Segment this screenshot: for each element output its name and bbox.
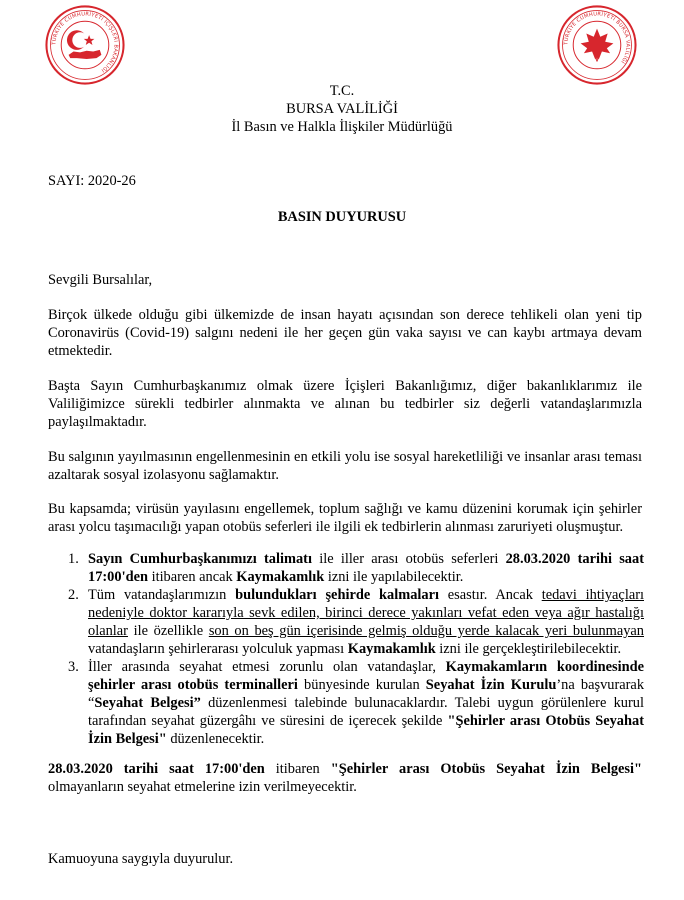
list-bold-text: "Şehirler arası Otobüs Seyahat İzin Belgesi" — [88, 713, 644, 747]
list-bold-text: Kaymakamların koordinesinde şehirler arası otobüs terminalleri — [88, 659, 644, 693]
list-text: Tüm vatandaşlarımızın — [88, 587, 236, 603]
letterhead — [0, 82, 684, 136]
list-underlined-text: son on beş gün içerisinde gelmiş olduğu yerde kalacak yeri bulunmayan — [208, 623, 644, 639]
list-text: düzenlenecektir. — [166, 731, 265, 747]
list-bold-text: Kaymakamlık — [347, 641, 436, 657]
list-bold-text: bulundukları şehirde kalmaları — [235, 587, 439, 603]
list-bold-text: Sayın Cumhurbaşkanımızı talimatı — [88, 551, 312, 567]
list-text: ile iller arası otobüs seferleri — [311, 551, 506, 567]
svg-text:TÜRKİYE CUMHURİYETİ BURSA VALİ: TÜRKİYE CUMHURİYETİ BURSA VALİLİĞİ — [563, 11, 631, 65]
list-text: esastır. Ancak — [438, 587, 542, 603]
list-text: ’na başvurarak “ — [88, 677, 645, 711]
list-text: izni ile gerçekleştirilebilecektir. — [435, 641, 622, 657]
list-text: ile özellikle — [127, 623, 209, 639]
paragraph-2: Başta Sayın Cumhurbaşkanımız olmak üzere İçişleri Bakanlığımız, diğer bakanlıklarımız ile Valiliğimizce sürekli tedbirler alınmakta ve alınan bu tedbirler siz değerli vatandaşlarımızla paylaşılmaktadır. — [48, 378, 642, 430]
header-department: İl Basın ve Halkla İlişkiler Müdürlüğü — [231, 119, 453, 135]
list-item — [48, 550, 644, 586]
final-text: olmayanların seyahat etmelerine izin verilmeyecektir. — [48, 779, 357, 795]
closing-line: Kamuoyuna saygıyla duyurulur. — [48, 851, 234, 867]
list-text: itibaren ancak — [147, 569, 237, 585]
header-governorship: BURSA VALİLİĞİ — [286, 101, 398, 117]
document-title: BASIN DUYURUSU — [277, 209, 407, 225]
list-text: düzenlenmesi talebinde bulunacaklardır. Talebi uygun görülenlere kurul tarafından seyahat güzergâhı ve süresini de içerecek şekilde — [88, 695, 644, 729]
final-notice — [48, 760, 642, 796]
paragraph-4: Bu kapsamda; virüsün yayılasını engellemek, toplum sağlığı ve kamu düzenini korumak için şehirler arası yolcu taşımacılığı yapan otobüs seferleri ile ilgili ek tedbirlerin alınması zaruriyeti oluşmuştur. — [48, 501, 642, 535]
final-bold-text: "Şehirler arası Otobüs Seyahat İzin Belgesi" — [330, 761, 642, 777]
svg-text:TÜRKİYE CUMHURİYETİ İÇİŞLERİ B: TÜRKİYE CUMHURİYETİ İÇİŞLERİ BAKANLIĞI — [51, 11, 119, 74]
header-tc: T.C. — [329, 83, 355, 99]
list-underlined-text: tedavi ihtiyaçları nedeniyle doktor kararıyla sevk edilen, birinci derece yakınları vefat eden veya ağır hastalığı olanlar — [88, 587, 644, 639]
list-bold-text: Seyahat Belgesi” — [94, 695, 201, 711]
list-text: bünyesinde kurulan — [297, 677, 426, 693]
list-text: vatandaşların şehirlerarası yolculuk yapması — [88, 641, 348, 657]
ministry-seal-logo — [44, 4, 126, 86]
list-bold-text: Kaymakamlık — [236, 569, 325, 585]
salutation: Sevgili Bursalılar, — [48, 272, 153, 288]
list-bold-text: Seyahat İzin Kurulu — [425, 677, 557, 693]
list-item — [48, 658, 644, 748]
list-number: 1. — [68, 551, 79, 567]
measures-list — [48, 550, 644, 748]
governorship-seal-logo — [556, 4, 638, 86]
list-bold-text: 28.03.2020 tarihi saat 17:00'den — [88, 551, 644, 585]
list-number: 2. — [68, 587, 79, 603]
final-bold-text: 28.03.2020 tarihi saat 17:00'den — [48, 761, 265, 777]
document-number: SAYI: 2020-26 — [48, 173, 136, 189]
list-item — [48, 586, 644, 658]
list-text: İller arasında seyahat etmesi zorunlu olan vatandaşlar, — [88, 659, 446, 675]
paragraph-3: Bu salgının yayılmasının engellenmesinin en etkili yolu ise sosyal hareketliliği ve insanlar arası teması azaltarak sosyal izolasyonu sağlamaktır. — [48, 449, 642, 483]
list-number: 3. — [68, 659, 79, 675]
paragraph-1: Birçok ülkede olduğu gibi ülkemizde de insan hayatı açısından son derece tehlikeli olan yeni tip Coronavirüs (Covid-19) salgını nedeni ile her geçen gün vaka sayısı ve can kaybı artmaya devam etmektedir. — [48, 307, 642, 359]
list-text: izni ile yapılabilecektir. — [324, 569, 464, 585]
final-text: itibaren — [264, 761, 331, 777]
